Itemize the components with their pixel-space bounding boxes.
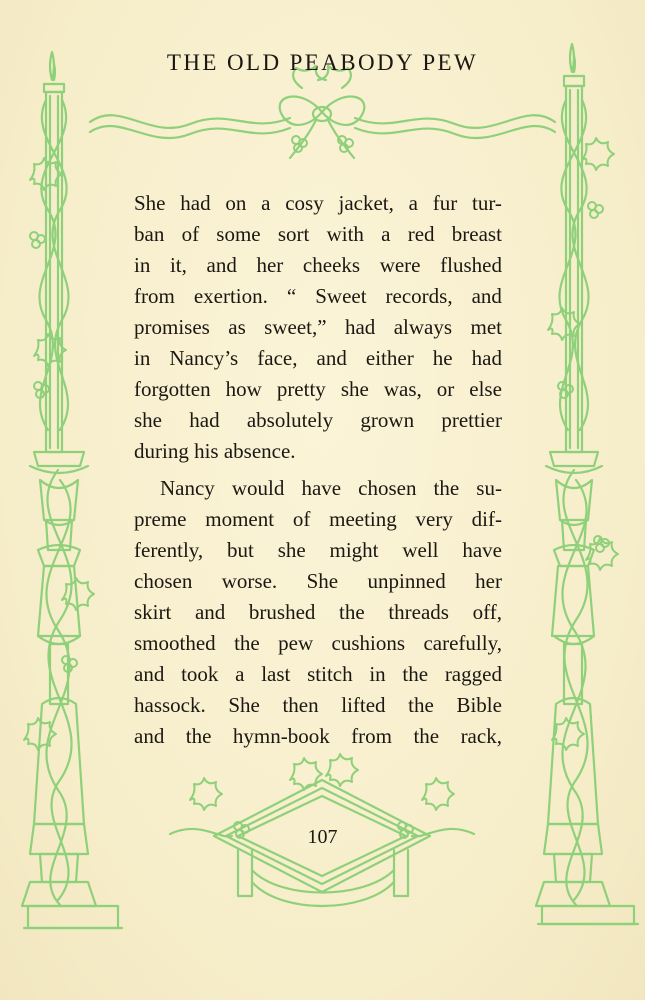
text-line: in it, and her cheeks were flushed bbox=[134, 253, 502, 277]
text-line: She had on a cosy jacket, a fur tur- bbox=[134, 191, 502, 215]
text-line: preme moment of meeting very dif- bbox=[134, 507, 502, 531]
text-line: Nancy would have chosen the su- bbox=[160, 476, 502, 500]
text-line: she had absolutely grown prettier bbox=[134, 408, 502, 432]
text-line: and took a last stitch in the ragged bbox=[134, 662, 502, 686]
text-line: hassock. She then lifted the Bible bbox=[134, 693, 502, 717]
paragraph bbox=[134, 473, 502, 752]
text-line: from exertion. “ Sweet records, and bbox=[134, 284, 502, 308]
right-candlestick-ornament bbox=[536, 44, 638, 924]
text-line: smoothed the pew cushions carefully, bbox=[134, 631, 502, 655]
text-line: and the hymn-book from the rack, bbox=[134, 724, 502, 748]
page-number: 107 bbox=[307, 826, 338, 848]
text-line: skirt and brushed the threads off, bbox=[134, 600, 502, 624]
text-line: promises as sweet,” had always met bbox=[134, 315, 502, 339]
text-line: ban of some sort with a red breast bbox=[134, 222, 502, 246]
body-text bbox=[134, 188, 502, 752]
left-candlestick-ornament bbox=[22, 52, 122, 928]
paragraph bbox=[134, 188, 502, 467]
text-line: chosen worse. She unpinned her bbox=[134, 569, 502, 593]
text-line: during his absence. bbox=[134, 439, 296, 463]
text-line: ferently, but she might well have bbox=[134, 538, 502, 562]
text-line: forgotten how pretty she was, or else bbox=[134, 377, 502, 401]
running-head: THE OLD PEABODY PEW bbox=[166, 50, 479, 75]
top-ribbon-bow-ornament bbox=[90, 66, 555, 158]
text-line: in Nancy’s face, and either he had bbox=[134, 346, 502, 370]
